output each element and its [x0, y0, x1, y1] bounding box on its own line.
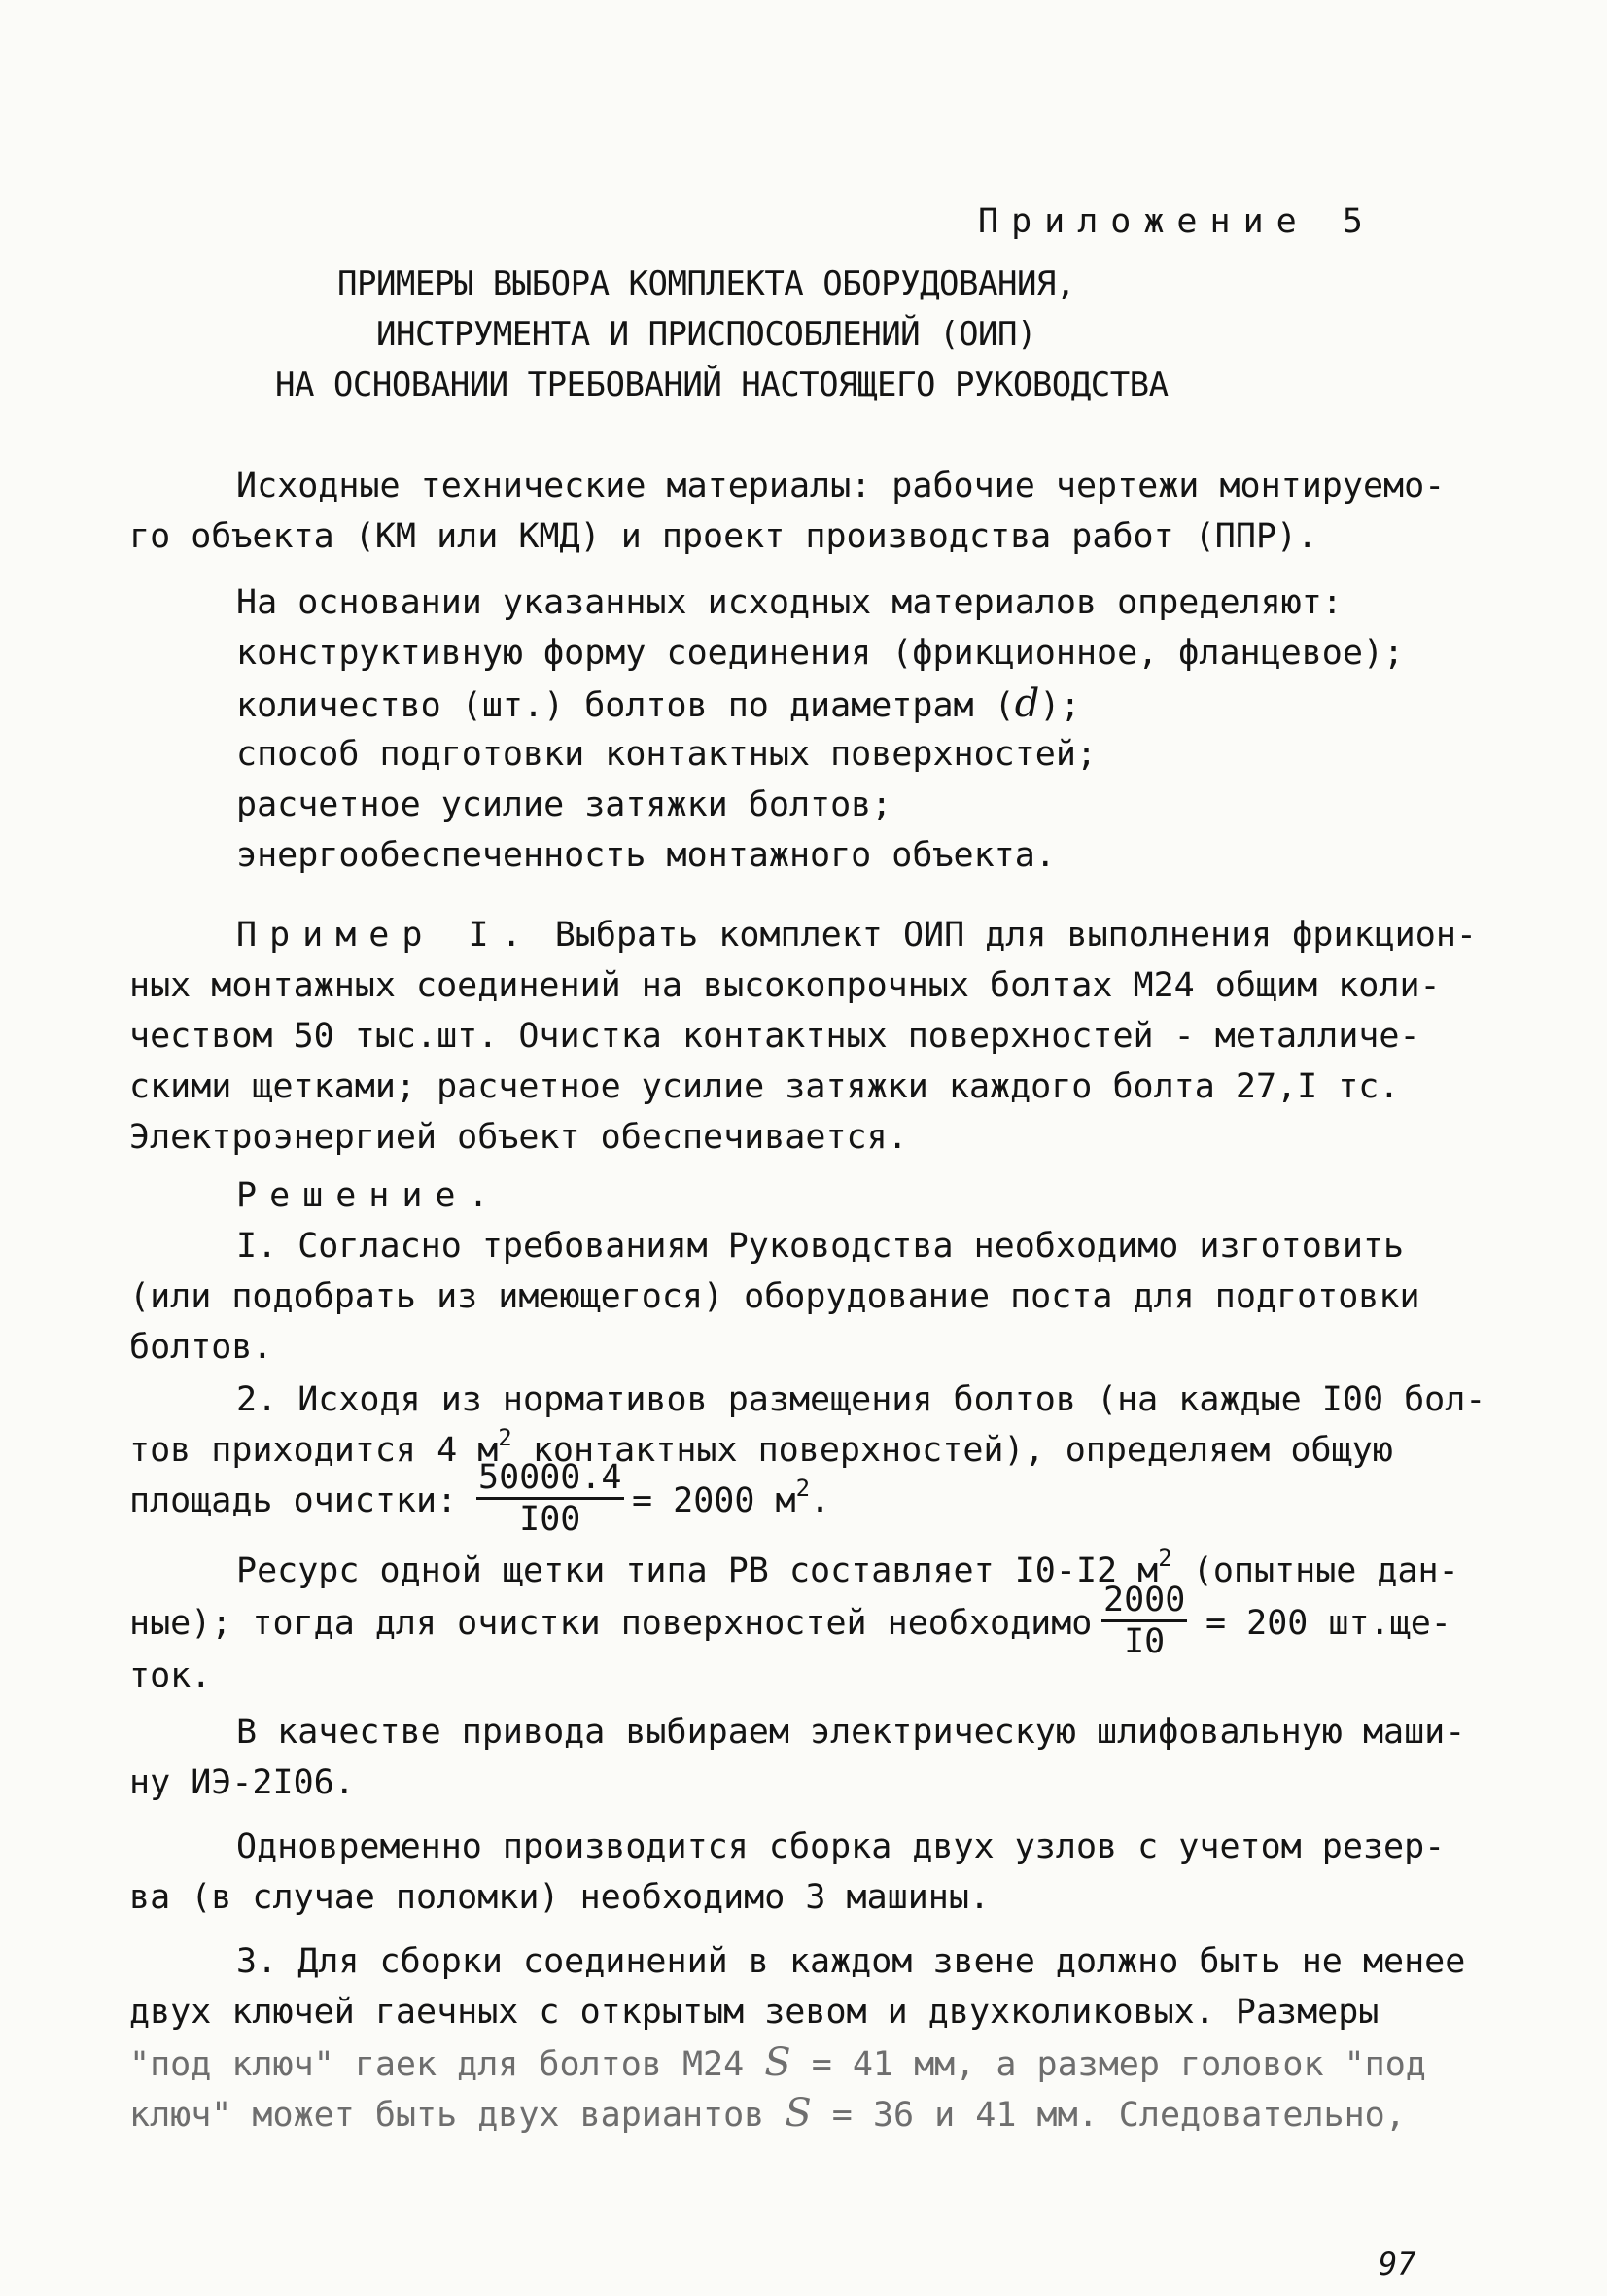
determine-item-4: расчетное усилие затяжки болтов;	[236, 785, 892, 824]
resource-line-2a: ные); тогда для очистки поверхностей необходимо	[129, 1604, 1093, 1643]
intro-line-2: го объекта (КМ или КМД) и проект производства работ (ППР).	[129, 517, 1318, 556]
step2-line-3b: = 2000 $м^2$.	[632, 1475, 831, 1520]
fraction-denominator: I00	[519, 1500, 581, 1539]
example-label: Пример I.	[236, 916, 535, 955]
simultaneous-line-1: Одновременно производится сборка двух узлов с учетом резер-	[236, 1827, 1446, 1866]
simultaneous-line-2: ва (в случае поломки) необходимо 3 машины.	[129, 1878, 991, 1917]
step3-line-4: ключ" может быть двух вариантов S = 36 и 41 мм. Следовательно,	[129, 2091, 1406, 2136]
wrench-size-symbol: S	[785, 2091, 812, 2136]
step3-line-2: двух ключей гаечных с открытым зевом и двухколиковых. Размеры	[129, 1993, 1380, 2032]
step2-line-1: 2. Исходя из нормативов размещения болтов (на каждые I00 бол-	[236, 1380, 1486, 1419]
fraction-cleaning-area	[476, 1458, 624, 1539]
step1-line-2: (или подобрать из имеющегося) оборудование поста для подготовки	[129, 1277, 1420, 1316]
example-line-3: чеством 50 тыс.шт. Очистка контактных поверхностей - металличе-	[129, 1017, 1420, 1056]
wrench-size-symbol: S	[764, 2040, 791, 2085]
fraction-numerator: 50000.4	[476, 1458, 624, 1500]
fraction-numerator: 2000	[1101, 1581, 1187, 1622]
example-line-5: Электроэнергией объект обеспечивается.	[129, 1118, 908, 1157]
example-line-1: Пример I. Выбрать комплект ОИП для выполнения фрикцион-	[236, 916, 1477, 955]
determine-lead: На основании указанных исходных материалов определяют:	[236, 583, 1343, 622]
example-line-2: ных монтажных соединений на высокопрочных болтах М24 общим коли-	[129, 966, 1441, 1005]
page-number: 97	[1379, 2245, 1416, 2282]
fraction-denominator: I0	[1124, 1622, 1166, 1661]
title-line-1: ПРИМЕРЫ ВЫБОРА КОМПЛЕКТА ОБОРУДОВАНИЯ,	[337, 264, 1075, 303]
fraction-brush-count	[1101, 1581, 1187, 1661]
resource-line-1: Ресурс одной щетки типа РВ составляет I0-I2 $м^2$ (опытные дан-	[236, 1545, 1459, 1590]
determine-item-2: количество (шт.) болтов по диаметрам (d);	[236, 681, 1081, 726]
diameter-symbol: d	[1014, 681, 1040, 726]
step1-line-3: болтов.	[129, 1328, 273, 1367]
example-line-4: скими щетками; расчетное усилие затяжки каждого болта 27,I тс.	[129, 1067, 1400, 1106]
intro-line-1: Исходные технические материалы: рабочие чертежи монтируемо-	[236, 467, 1446, 505]
appendix-label: Приложение 5	[978, 202, 1376, 241]
determine-item-1: конструктивную форму соединения (фрикционное, фланцевое);	[236, 634, 1405, 673]
step3-line-1: 3. Для сборки соединений в каждом звене должно быть не менее	[236, 1942, 1466, 1981]
step1-line-1: I. Согласно требованиям Руководства необходимо изготовить	[236, 1227, 1405, 1266]
drive-line-1: В качестве привода выбираем электрическую шлифовальную маши-	[236, 1713, 1466, 1752]
title-line-2: ИНСТРУМЕНТА И ПРИСПОСОБЛЕНИЙ (ОИП)	[376, 315, 1036, 354]
drive-line-2: ну ИЭ-2I06.	[129, 1763, 355, 1802]
title-line-3: НА ОСНОВАНИИ ТРЕБОВАНИЙ НАСТОЯЩЕГО РУКОВОДСТВА	[275, 365, 1169, 404]
determine-item-3: способ подготовки контактных поверхностей;	[236, 735, 1098, 774]
solution-label: Решение.	[236, 1176, 502, 1215]
step3-line-3: "под ключ" гаек для болтов М24 S = 41 мм, а размер головок "под	[129, 2040, 1426, 2085]
step2-line-3a: площадь очистки:	[129, 1481, 458, 1520]
resource-line-2b: = 200 шт.ще-	[1205, 1604, 1451, 1643]
resource-line-3: ток.	[129, 1656, 212, 1695]
step2-line-2: тов приходится 4 $м^2$ контактных поверхностей), определяем общую	[129, 1424, 1393, 1470]
determine-item-5: энергообеспеченность монтажного объекта.	[236, 836, 1056, 875]
